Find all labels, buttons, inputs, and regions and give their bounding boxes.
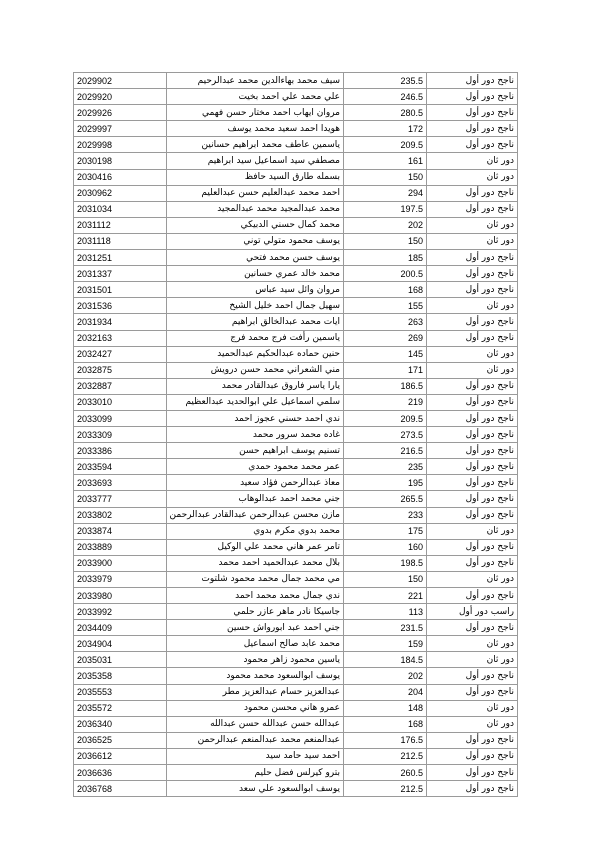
student-name: احمد محمد عبدالعليم حسن عبدالعليم xyxy=(167,185,344,201)
result-status: ناجح دور أول xyxy=(427,394,518,410)
student-code: 2033889 xyxy=(74,539,167,555)
total-score: 176.5 xyxy=(344,732,427,748)
table-row xyxy=(74,765,518,781)
student-code: 2033980 xyxy=(74,588,167,604)
student-code: 2029902 xyxy=(74,73,167,89)
total-score: 231.5 xyxy=(344,620,427,636)
results-sheet xyxy=(73,72,514,797)
student-code: 2032163 xyxy=(74,330,167,346)
result-status: دور ثان xyxy=(427,571,518,587)
table-row xyxy=(74,732,518,748)
result-status: دور ثان xyxy=(427,636,518,652)
student-code: 2032875 xyxy=(74,362,167,378)
result-status: ناجح دور أول xyxy=(427,427,518,443)
table-row xyxy=(74,217,518,233)
table-row xyxy=(74,700,518,716)
student-name: عبدالمنعم محمد عبدالمنعم عبدالرحمن xyxy=(167,732,344,748)
result-status: دور ثان xyxy=(427,233,518,249)
total-score: 185 xyxy=(344,250,427,266)
student-name: عبدالله حسن عبدالله حسن عبدالله xyxy=(167,716,344,732)
student-code: 2033900 xyxy=(74,555,167,571)
student-name: مروان وائل سيد عباس xyxy=(167,282,344,298)
student-name: بترو كيرلس فضل حليم xyxy=(167,765,344,781)
total-score: 219 xyxy=(344,394,427,410)
student-name: عمر محمد محمود حمدي xyxy=(167,459,344,475)
student-name: احمد سيد حامد سيد xyxy=(167,748,344,764)
total-score: 221 xyxy=(344,588,427,604)
student-name: ندي احمد حسني عجوز احمد xyxy=(167,410,344,426)
student-code: 2034409 xyxy=(74,620,167,636)
student-code: 2030962 xyxy=(74,185,167,201)
result-status: دور ثان xyxy=(427,346,518,362)
table-row xyxy=(74,394,518,410)
table-row xyxy=(74,571,518,587)
table-row xyxy=(74,443,518,459)
total-score: 160 xyxy=(344,539,427,555)
student-name: عمرو هاني محسن محمود xyxy=(167,700,344,716)
total-score: 195 xyxy=(344,475,427,491)
student-code: 2032887 xyxy=(74,378,167,394)
table-row xyxy=(74,748,518,764)
table-row xyxy=(74,282,518,298)
student-name: محمد عابد صالح اسماعيل xyxy=(167,636,344,652)
table-row xyxy=(74,620,518,636)
student-name: مروان ايهاب احمد مختار حسن فهمي xyxy=(167,105,344,121)
student-name: يوسف ابوالسعود محمد محمود xyxy=(167,668,344,684)
student-name: بلال محمد عبدالحميد احمد محمد xyxy=(167,555,344,571)
student-code: 2030416 xyxy=(74,169,167,185)
student-code: 2036612 xyxy=(74,748,167,764)
total-score: 202 xyxy=(344,217,427,233)
result-status: ناجح دور أول xyxy=(427,282,518,298)
student-name: ايات محمد عبدالخالق ابراهيم xyxy=(167,314,344,330)
student-name: مصطفي سيد اسماعيل سيد ابراهيم xyxy=(167,153,344,169)
result-status: ناجح دور أول xyxy=(427,137,518,153)
total-score: 197.5 xyxy=(344,201,427,217)
table-row xyxy=(74,89,518,105)
result-status: ناجح دور أول xyxy=(427,620,518,636)
student-code: 2033386 xyxy=(74,443,167,459)
student-name: عبدالعزيز حسام عبدالعزيز مطر xyxy=(167,684,344,700)
student-code: 2033802 xyxy=(74,507,167,523)
student-code: 2036636 xyxy=(74,765,167,781)
table-row xyxy=(74,298,518,314)
table-row xyxy=(74,73,518,89)
student-code: 2029998 xyxy=(74,137,167,153)
total-score: 212.5 xyxy=(344,748,427,764)
student-name: مي محمد جمال محمد محمود شلتوت xyxy=(167,571,344,587)
student-code: 2033309 xyxy=(74,427,167,443)
result-status: ناجح دور أول xyxy=(427,555,518,571)
result-status: ناجح دور أول xyxy=(427,668,518,684)
total-score: 184.5 xyxy=(344,652,427,668)
total-score: 235 xyxy=(344,459,427,475)
table-row xyxy=(74,427,518,443)
student-name: يوسف حسن محمد فتحي xyxy=(167,250,344,266)
table-row xyxy=(74,266,518,282)
student-name: ياسمين عاطف محمد ابراهيم حسانين xyxy=(167,137,344,153)
table-row xyxy=(74,668,518,684)
student-code: 2036768 xyxy=(74,781,167,797)
result-status: دور ثان xyxy=(427,716,518,732)
result-status: ناجح دور أول xyxy=(427,491,518,507)
student-code: 2033992 xyxy=(74,604,167,620)
student-code: 2030198 xyxy=(74,153,167,169)
total-score: 171 xyxy=(344,362,427,378)
student-code: 2031934 xyxy=(74,314,167,330)
total-score: 265.5 xyxy=(344,491,427,507)
student-name: يوسف محمود متولي توني xyxy=(167,233,344,249)
student-name: جاسيكا نادر ماهر عازر حلمي xyxy=(167,604,344,620)
student-name: مني الشعراني محمد حسن درويش xyxy=(167,362,344,378)
total-score: 209.5 xyxy=(344,410,427,426)
student-name: غاده محمد سرور محمد xyxy=(167,427,344,443)
result-status: دور ثان xyxy=(427,298,518,314)
total-score: 155 xyxy=(344,298,427,314)
total-score: 200.5 xyxy=(344,266,427,282)
student-code: 2031034 xyxy=(74,201,167,217)
table-row xyxy=(74,346,518,362)
student-code: 2033010 xyxy=(74,394,167,410)
student-code: 2033693 xyxy=(74,475,167,491)
total-score: 216.5 xyxy=(344,443,427,459)
result-status: ناجح دور أول xyxy=(427,475,518,491)
student-code: 2031337 xyxy=(74,266,167,282)
table-row xyxy=(74,491,518,507)
result-status: راسب دور أول xyxy=(427,604,518,620)
total-score: 209.5 xyxy=(344,137,427,153)
total-score: 198.5 xyxy=(344,555,427,571)
table-row xyxy=(74,410,518,426)
student-code: 2031251 xyxy=(74,250,167,266)
result-status: ناجح دور أول xyxy=(427,89,518,105)
student-code: 2031536 xyxy=(74,298,167,314)
table-row xyxy=(74,169,518,185)
result-status: ناجح دور أول xyxy=(427,185,518,201)
student-name: تامر عمر هاني محمد علي الوكيل xyxy=(167,539,344,555)
total-score: 233 xyxy=(344,507,427,523)
total-score: 161 xyxy=(344,153,427,169)
total-score: 260.5 xyxy=(344,765,427,781)
student-name: ياسين محمود زاهر محمود xyxy=(167,652,344,668)
table-row xyxy=(74,684,518,700)
result-status: دور ثان xyxy=(427,362,518,378)
table-row xyxy=(74,201,518,217)
total-score: 168 xyxy=(344,282,427,298)
total-score: 204 xyxy=(344,684,427,700)
student-name: تسنيم يوسف ابراهيم حسن xyxy=(167,443,344,459)
student-code: 2035553 xyxy=(74,684,167,700)
student-name: جني محمد احمد عبدالوهاب xyxy=(167,491,344,507)
student-code: 2031112 xyxy=(74,217,167,233)
table-row xyxy=(74,250,518,266)
result-status: دور ثان xyxy=(427,652,518,668)
student-name: محمد بدوي مكرم بدوي xyxy=(167,523,344,539)
student-code: 2029926 xyxy=(74,105,167,121)
total-score: 202 xyxy=(344,668,427,684)
total-score: 280.5 xyxy=(344,105,427,121)
student-code: 2036340 xyxy=(74,716,167,732)
student-name: هويدا احمد سعيد محمد يوسف xyxy=(167,121,344,137)
total-score: 150 xyxy=(344,233,427,249)
result-status: ناجح دور أول xyxy=(427,410,518,426)
result-status: دور ثان xyxy=(427,217,518,233)
table-row xyxy=(74,781,518,797)
result-status: ناجح دور أول xyxy=(427,507,518,523)
total-score: 150 xyxy=(344,571,427,587)
student-code: 2033594 xyxy=(74,459,167,475)
results-table-body xyxy=(74,73,518,797)
result-status: ناجح دور أول xyxy=(427,684,518,700)
result-status: ناجح دور أول xyxy=(427,732,518,748)
result-status: ناجح دور أول xyxy=(427,201,518,217)
student-code: 2036525 xyxy=(74,732,167,748)
student-code: 2033777 xyxy=(74,491,167,507)
student-name: ياسمين رأفت فرج محمد فرج xyxy=(167,330,344,346)
result-status: ناجح دور أول xyxy=(427,330,518,346)
table-row xyxy=(74,362,518,378)
table-row xyxy=(74,604,518,620)
result-status: ناجح دور أول xyxy=(427,539,518,555)
table-row xyxy=(74,507,518,523)
student-name: سلمي اسماعيل علي ابوالحديد عبدالعظيم xyxy=(167,394,344,410)
student-name: ندي جمال محمد محمد احمد xyxy=(167,588,344,604)
table-row xyxy=(74,636,518,652)
student-code: 2029997 xyxy=(74,121,167,137)
result-status: دور ثان xyxy=(427,700,518,716)
total-score: 172 xyxy=(344,121,427,137)
table-row xyxy=(74,137,518,153)
student-code: 2035572 xyxy=(74,700,167,716)
total-score: 235.5 xyxy=(344,73,427,89)
result-status: ناجح دور أول xyxy=(427,266,518,282)
table-row xyxy=(74,588,518,604)
result-status: ناجح دور أول xyxy=(427,121,518,137)
student-code: 2035358 xyxy=(74,668,167,684)
table-row xyxy=(74,716,518,732)
total-score: 294 xyxy=(344,185,427,201)
total-score: 113 xyxy=(344,604,427,620)
table-row xyxy=(74,459,518,475)
result-status: ناجح دور أول xyxy=(427,378,518,394)
student-code: 2033099 xyxy=(74,410,167,426)
total-score: 212.5 xyxy=(344,781,427,797)
student-name: محمد كمال حسني الدبيكي xyxy=(167,217,344,233)
total-score: 148 xyxy=(344,700,427,716)
total-score: 150 xyxy=(344,169,427,185)
total-score: 145 xyxy=(344,346,427,362)
student-name: جني احمد عبد ابورواش حسين xyxy=(167,620,344,636)
table-row xyxy=(74,652,518,668)
total-score: 246.5 xyxy=(344,89,427,105)
table-row xyxy=(74,330,518,346)
table-row xyxy=(74,105,518,121)
result-status: ناجح دور أول xyxy=(427,748,518,764)
table-row xyxy=(74,555,518,571)
student-name: حنين حماده عبدالحكيم عبدالحميد xyxy=(167,346,344,362)
table-row xyxy=(74,233,518,249)
student-code: 2032427 xyxy=(74,346,167,362)
total-score: 175 xyxy=(344,523,427,539)
result-status: ناجح دور أول xyxy=(427,781,518,797)
table-row xyxy=(74,314,518,330)
result-status: ناجح دور أول xyxy=(427,250,518,266)
table-row xyxy=(74,153,518,169)
result-status: ناجح دور أول xyxy=(427,73,518,89)
student-code: 2031118 xyxy=(74,233,167,249)
result-status: ناجح دور أول xyxy=(427,588,518,604)
total-score: 168 xyxy=(344,716,427,732)
result-status: دور ثان xyxy=(427,153,518,169)
total-score: 269 xyxy=(344,330,427,346)
table-row xyxy=(74,185,518,201)
table-row xyxy=(74,539,518,555)
student-code: 2035031 xyxy=(74,652,167,668)
student-name: يوسف ابوالسعود علي سعد xyxy=(167,781,344,797)
student-code: 2033979 xyxy=(74,571,167,587)
result-status: ناجح دور أول xyxy=(427,443,518,459)
result-status: دور ثان xyxy=(427,169,518,185)
student-name: محمد خالد عمري حسانين xyxy=(167,266,344,282)
table-row xyxy=(74,378,518,394)
result-status: ناجح دور أول xyxy=(427,314,518,330)
table-row xyxy=(74,475,518,491)
total-score: 186.5 xyxy=(344,378,427,394)
student-name: سهيل جمال احمد خليل الشيخ xyxy=(167,298,344,314)
student-name: علي محمد علي احمد بخيت xyxy=(167,89,344,105)
result-status: دور ثان xyxy=(427,523,518,539)
table-row xyxy=(74,121,518,137)
student-name: سيف محمد بهاءالدين محمد عبدالرحيم xyxy=(167,73,344,89)
result-status: ناجح دور أول xyxy=(427,459,518,475)
total-score: 273.5 xyxy=(344,427,427,443)
table-row xyxy=(74,523,518,539)
student-code: 2033874 xyxy=(74,523,167,539)
student-name: بسمله طارق السيد حافظ xyxy=(167,169,344,185)
student-code: 2031501 xyxy=(74,282,167,298)
student-name: مازن محسن عبدالرحمن عبدالقادر عبدالرحمن xyxy=(167,507,344,523)
student-name: يارا ياسر فاروق عبدالقادر محمد xyxy=(167,378,344,394)
student-name: معاذ عبدالرحمن فؤاد سعيد xyxy=(167,475,344,491)
student-code: 2034904 xyxy=(74,636,167,652)
result-status: ناجح دور أول xyxy=(427,105,518,121)
result-status: ناجح دور أول xyxy=(427,765,518,781)
total-score: 263 xyxy=(344,314,427,330)
student-name: محمد عبدالمجيد محمد عبدالمجيد xyxy=(167,201,344,217)
results-table xyxy=(73,72,518,797)
total-score: 159 xyxy=(344,636,427,652)
student-code: 2029920 xyxy=(74,89,167,105)
